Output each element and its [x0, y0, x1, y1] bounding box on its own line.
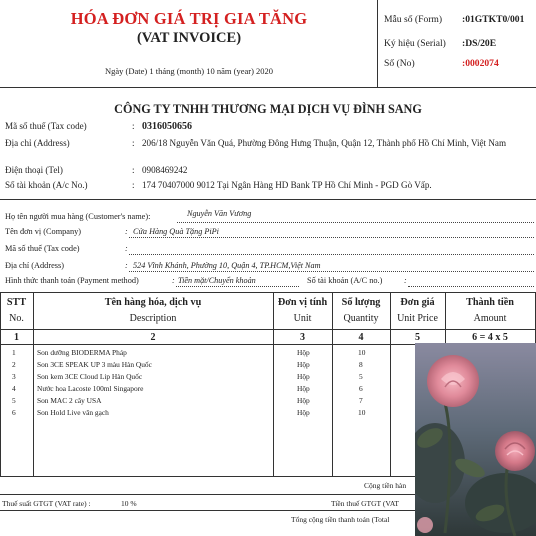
seller-address-colon: :	[132, 138, 135, 148]
buyer-name-line	[177, 222, 534, 223]
row-description: Nước hoa Lacoste 100ml Singapore	[37, 384, 144, 393]
col-header-amount-en: Amount	[473, 313, 507, 324]
vat-amount-label: Tiền thuế GTGT (VAT	[331, 499, 399, 508]
seller-account-colon: :	[132, 180, 135, 190]
col-header-unit-vi: Đơn vị tính	[277, 297, 328, 308]
row-unit: Hộp	[297, 348, 310, 357]
row-description: Son 3CE SPEAK UP 3 màu Hàn Quốc	[37, 360, 152, 369]
number-label: Số (No)	[384, 58, 415, 69]
col-header-stt	[0, 297, 33, 324]
col-header-description-en: Description	[129, 313, 177, 324]
row-description: Son dưỡng BIODERMA Pháp	[37, 348, 127, 357]
row-quantity: 6	[359, 384, 363, 393]
header-bottom-border	[0, 329, 536, 330]
seller-section	[0, 88, 536, 200]
seller-address-label: Địa chỉ (Address)	[5, 138, 70, 148]
buyer-account-colon: :	[404, 276, 407, 285]
col-header-description-vi: Tên hàng hóa, dịch vụ	[104, 297, 202, 308]
seller-company-name: CÔNG TY TNHH THƯƠNG MẠI DỊCH VỤ ĐÌNH SANG	[114, 102, 422, 116]
form-label: Mẫu số (Form)	[384, 14, 443, 25]
buyer-name-label: Họ tên người mua hàng (Customer's name):	[5, 212, 151, 221]
buyer-company-colon: :	[125, 227, 128, 236]
col-number-3: 3	[300, 332, 305, 343]
col-number-2: 2	[150, 332, 156, 343]
col-number-6: 6 = 4 x 5	[472, 332, 508, 343]
row-unit: Hộp	[297, 372, 310, 381]
col-header-unit-price	[390, 297, 445, 324]
row-no: 2	[12, 360, 16, 369]
row-description: Son Hold Live vân gạch	[37, 408, 109, 417]
row-unit: Hộp	[297, 396, 310, 405]
row-description: Son MAC 2 cây USA	[37, 396, 102, 405]
buyer-address-colon: :	[125, 261, 128, 270]
buyer-company-label: Tên đơn vị (Company)	[5, 227, 82, 236]
col-header-amount-vi: Thành tiền	[466, 297, 514, 308]
subtotal-label: Cộng tiền hàn	[364, 481, 407, 490]
invoice-subtitle: (VAT INVOICE)	[136, 30, 242, 46]
buyer-section	[0, 200, 536, 292]
buyer-account-label: Số tài khoản (A/C no.)	[307, 276, 383, 285]
invoice-title-block	[0, 0, 378, 88]
col-header-quantity	[332, 297, 390, 324]
col-header-stt-en: No.	[9, 313, 24, 324]
row-no: 4	[12, 384, 16, 393]
col-header-quantity-vi: Số lượng	[341, 297, 381, 308]
row-quantity: 8	[359, 360, 363, 369]
seller-tax-code: 0316050656	[142, 121, 192, 132]
col-header-unit	[273, 297, 332, 324]
row-unit: Hộp	[297, 384, 310, 393]
seller-phone-label: Điện thoại (Tel)	[5, 165, 63, 175]
buyer-company: Cửa Hàng Quà Tặng PiPi	[133, 227, 219, 236]
row-quantity: 10	[358, 408, 366, 417]
buyer-payment-label: Hình thức thanh toán (Payment method)	[5, 276, 139, 285]
serial-row	[384, 38, 536, 49]
seller-account: 174 70407000 9012 Tại Ngân Hàng HD Bank TP Hồ Chí Minh - PGD Gò Vấp.	[142, 180, 432, 190]
row-description: Son kem 3CE Cloud Lip Hàn Quốc	[37, 372, 143, 381]
col-header-unit-en: Unit	[293, 313, 312, 324]
col-header-unit-price-vi: Đơn giá	[400, 297, 435, 308]
form-value: :01GTKT0/001	[462, 14, 525, 25]
serial-label: Ký hiệu (Serial)	[384, 38, 446, 49]
buyer-address-label: Địa chỉ (Address)	[5, 261, 64, 270]
invoice-header	[0, 0, 536, 88]
buyer-account-line	[408, 286, 534, 287]
seller-tax-label: Mã số thuế (Tax code)	[5, 121, 87, 131]
row-quantity: 10	[358, 348, 366, 357]
buyer-payment-line	[176, 286, 299, 287]
buyer-tax-colon: :	[125, 244, 128, 253]
col-header-amount	[445, 297, 535, 324]
seller-tax-colon: :	[132, 121, 135, 131]
table-top-border	[0, 292, 536, 293]
buyer-address: 524 Vĩnh Khánh, Phường 10, Quận 4, TP.HCM,Việt Nam	[133, 261, 321, 270]
vat-rate-label: Thuế suất GTGT (VAT rate) :	[2, 499, 91, 508]
row-quantity: 5	[359, 372, 363, 381]
col-header-description	[33, 297, 273, 324]
col-header-unit-price-en: Unit Price	[397, 313, 438, 324]
serial-value: :DS/20E	[462, 38, 497, 49]
invoice-meta	[384, 0, 536, 88]
total-label: Tổng cộng tiền thanh toán (Total	[291, 515, 390, 524]
buyer-name: Nguyễn Văn Vương	[187, 209, 252, 218]
col-number-5: 5	[415, 332, 420, 343]
invoice-number: :0002074	[462, 58, 499, 69]
buyer-company-line	[129, 237, 534, 238]
row-no: 1	[12, 348, 16, 357]
buyer-tax-line	[129, 254, 534, 255]
col-header-stt-vi: STT	[6, 297, 27, 308]
col-number-4: 4	[358, 332, 364, 343]
roses-photo-image	[415, 343, 536, 536]
form-row	[384, 14, 536, 25]
seller-account-label: Số tài khoản (A/c No.)	[5, 180, 88, 190]
row-no: 6	[12, 408, 16, 417]
row-no: 5	[12, 396, 16, 405]
invoice-title: HÓA ĐƠN GIÁ TRỊ GIA TĂNG	[70, 9, 308, 28]
row-unit: Hộp	[297, 360, 310, 369]
seller-address: 206/18 Nguyễn Văn Quá, Phường Đông Hưng Thuận, Quận 12, Thành phố Hồ Chí Minh, Việt Nam	[142, 138, 507, 148]
row-quantity: 7	[359, 396, 363, 405]
buyer-tax-label: Mã số thuế (Tax code)	[5, 244, 80, 253]
buyer-address-line	[129, 271, 534, 272]
seller-phone: 0908469242	[142, 165, 188, 175]
col-header-quantity-en: Quantity	[343, 313, 379, 324]
row-unit: Hộp	[297, 408, 310, 417]
buyer-payment: Tiền mặt/Chuyển khoản	[178, 276, 256, 285]
row-no: 3	[12, 372, 16, 381]
invoice-date: Ngày (Date) 1 tháng (month) 10 năm (year) 2020	[104, 66, 274, 76]
number-row	[384, 58, 536, 69]
vat-rate-value: 10 %	[121, 499, 137, 508]
roses-photo	[415, 343, 536, 536]
col-number-1: 1	[14, 332, 19, 343]
buyer-payment-colon: :	[172, 276, 175, 285]
seller-phone-colon: :	[132, 165, 135, 175]
